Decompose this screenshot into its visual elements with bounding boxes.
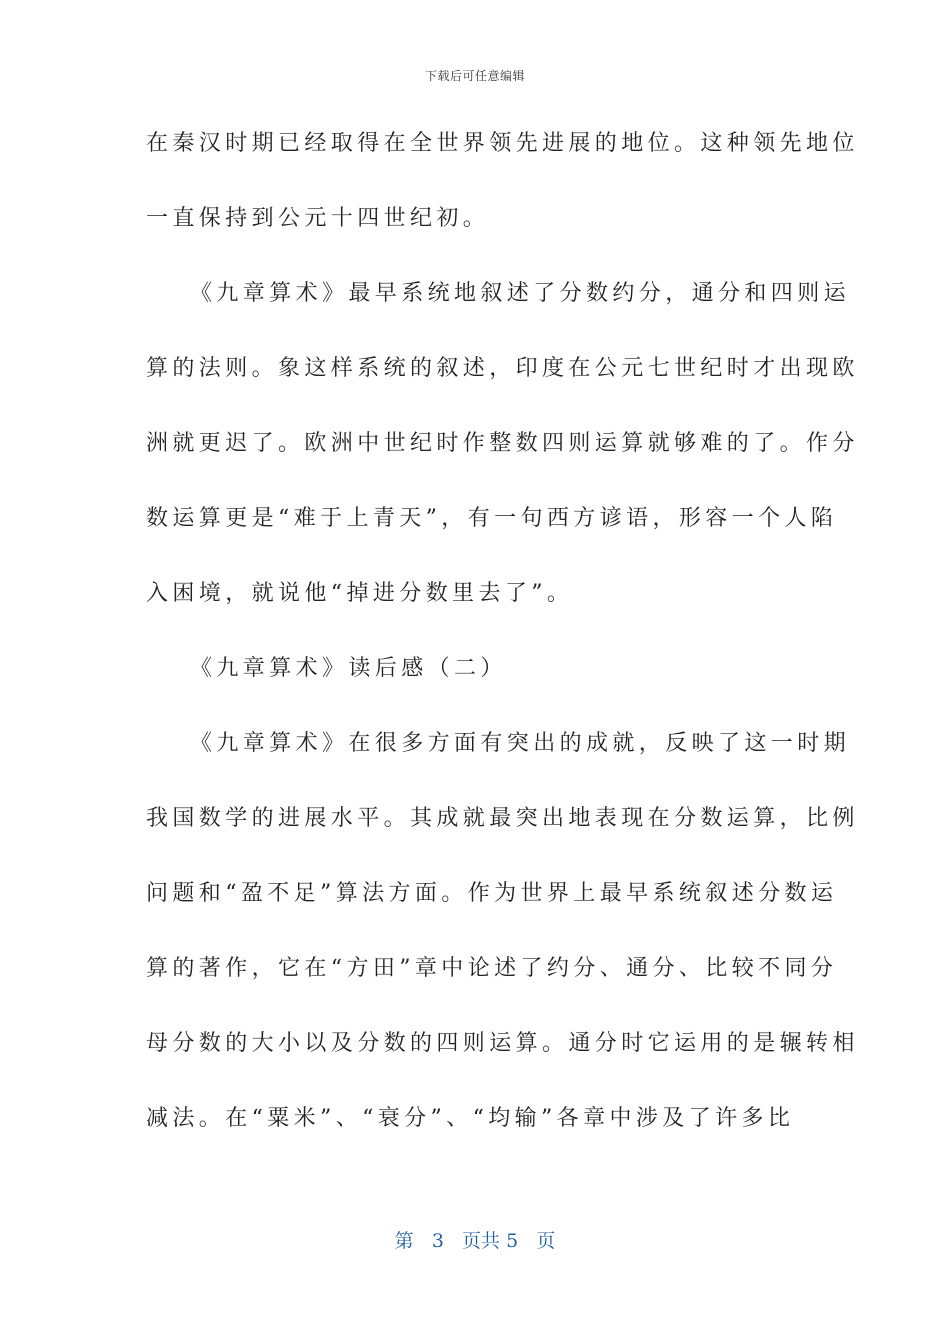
body-line: 我国数学的进展水平。其成就最突出地表现在分数运算，比例 <box>146 806 859 831</box>
body-line: 算的著作，它在“方田”章中论述了约分、通分、比较不同分 <box>146 956 838 981</box>
header-note: 下载后可任意编辑 <box>424 69 525 83</box>
body-line: 洲就更迟了。欧洲中世纪时作整数四则运算就够难的了。作分 <box>146 431 859 456</box>
current-page-number: 3 <box>431 1230 444 1252</box>
body-line: 母分数的大小以及分数的四则运算。通分时它运用的是辗转相 <box>146 1031 859 1056</box>
footer-middle: 页共 <box>462 1230 501 1252</box>
footer-prefix: 第 <box>394 1230 414 1252</box>
body-line: 算的法则。象这样系统的叙述，印度在公元七世纪时才出现欧 <box>146 356 859 381</box>
paragraph-start-line: 《九章算术》最早系统地叙述了分数约分，通分和四则运 <box>190 281 851 306</box>
body-line: 问题和“盈不足”算法方面。作为世界上最早系统叙述分数运 <box>146 881 838 906</box>
body-line: 入困境，就说他“掉进分数里去了”。 <box>146 581 574 606</box>
paragraph-start-line: 《九章算术》在很多方面有突出的成就，反映了这一时期 <box>190 731 851 756</box>
body-line: 一直保持到公元十四世纪初。 <box>146 206 490 231</box>
page-number-footer <box>0 1226 950 1253</box>
total-pages-number: 5 <box>506 1230 519 1252</box>
footer-suffix: 页 <box>536 1230 556 1252</box>
body-line: 减法。在“粟米”、“衰分”、“均输”各章中涉及了许多比 <box>146 1106 795 1131</box>
section-heading: 《九章算术》读后感（二） <box>190 656 507 681</box>
body-line: 数运算更是“难于上青天”，有一句西方谚语，形容一个人陷 <box>146 506 838 531</box>
body-line: 在秦汉时期已经取得在全世界领先进展的地位。这种领先地位 <box>146 131 859 156</box>
